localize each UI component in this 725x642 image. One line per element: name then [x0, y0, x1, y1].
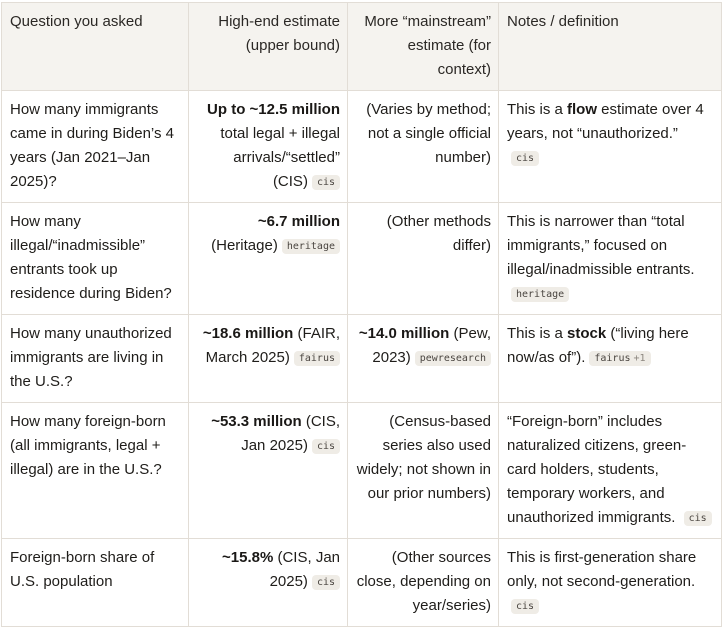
high-end-detail: (CIS, Jan 2025): [269, 549, 340, 590]
high-end-cell: [189, 203, 348, 315]
header-row: [2, 3, 722, 91]
estimates-table: [1, 2, 722, 627]
source-chip[interactable]: pewresearch: [415, 351, 491, 366]
question-cell: [2, 91, 189, 203]
source-chip[interactable]: cis: [511, 599, 539, 614]
mainstream-cell: [348, 315, 499, 403]
mainstream-detail: (Other sources close, depending on year/series): [356, 549, 491, 614]
mainstream-detail: (Pew, 2023): [372, 325, 491, 366]
table-row: [2, 315, 722, 403]
mainstream-detail: (Other methods differ): [386, 213, 491, 254]
notes-cell: [499, 91, 722, 203]
question-cell: [2, 539, 189, 627]
note-text-continued: estimate over 4 years, not “unauthorized.”: [507, 101, 704, 142]
note-text: “Foreign-born” includes naturalized citizens, green-card holders, students, temporary workers, and unauthorized immigrants.: [507, 413, 687, 526]
high-end-detail: (FAIR, March 2025): [205, 325, 340, 366]
mainstream-cell: [348, 403, 499, 539]
table-row: [2, 91, 722, 203]
table-row: [2, 539, 722, 627]
question-text: How many illegal/“inadmissible” entrants took up residence during Biden?: [10, 213, 172, 302]
mainstream-cell: [348, 539, 499, 627]
note-text: This is narrower than “total immigrants,” focused on illegal/inadmissible entrants.: [507, 213, 695, 278]
question-text: How many unauthorized immigrants are living in the U.S.?: [10, 325, 172, 390]
source-chip[interactable]: [589, 351, 650, 366]
source-chip[interactable]: cis: [684, 511, 712, 526]
high-end-cell: [189, 91, 348, 203]
source-chip-more-count: +1: [633, 353, 646, 364]
high-end-cell: [189, 315, 348, 403]
question-text: Foreign-born share of U.S. population: [10, 549, 155, 590]
mainstream-detail: (Census-based series also used widely; not shown in our prior numbers): [356, 413, 491, 502]
high-end-value: ~6.7 million: [257, 213, 340, 230]
source-chip[interactable]: cis: [312, 175, 340, 190]
notes-cell: [499, 539, 722, 627]
notes-cell: [499, 403, 722, 539]
high-end-cell: [189, 539, 348, 627]
high-end-value: ~15.8%: [222, 549, 274, 566]
note-text: This is a: [507, 325, 568, 342]
mainstream-cell: [348, 203, 499, 315]
note-text-continued: (“living here now/as of”).: [507, 325, 689, 366]
source-chip[interactable]: cis: [312, 575, 340, 590]
mainstream-value: ~14.0 million: [358, 325, 450, 342]
column-header-high-end: High-end estimate (upper bound): [189, 3, 348, 91]
mainstream-detail: (Varies by method; not a single official number): [366, 101, 491, 166]
source-chip[interactable]: heritage: [511, 287, 569, 302]
note-text: This is a: [507, 101, 568, 118]
high-end-value: Up to ~12.5 million: [207, 101, 340, 118]
high-end-detail: (Heritage): [211, 237, 278, 254]
mainstream-cell: [348, 91, 499, 203]
question-text: How many foreign-born (all immigrants, legal + illegal) are in the U.S.?: [10, 413, 166, 478]
question-cell: [2, 203, 189, 315]
source-chip[interactable]: cis: [312, 439, 340, 454]
source-chip[interactable]: cis: [511, 151, 539, 166]
high-end-value: ~53.3 million: [211, 413, 302, 430]
high-end-detail: total legal + illegal arrivals/“settled” (CIS): [220, 125, 340, 190]
column-header-notes: Notes / definition: [499, 3, 722, 91]
column-header-question: Question you asked: [2, 3, 189, 91]
question-text: How many immigrants came in during Biden’s 4 years (Jan 2021–Jan 2025)?: [10, 101, 174, 190]
table-row: [2, 203, 722, 315]
source-chip[interactable]: fairus: [294, 351, 340, 366]
note-text: This is first-generation share only, not second-generation.: [507, 549, 697, 590]
high-end-detail: (CIS, Jan 2025): [241, 413, 340, 454]
table-row: [2, 403, 722, 539]
source-chip-label: fairus: [594, 353, 631, 364]
column-header-mainstream: More “mainstream” estimate (for context): [348, 3, 499, 91]
question-cell: [2, 315, 189, 403]
notes-cell: [499, 203, 722, 315]
notes-cell: [499, 315, 722, 403]
high-end-cell: [189, 403, 348, 539]
high-end-value: ~18.6 million: [202, 325, 294, 342]
note-emphasis: flow: [567, 101, 598, 118]
note-emphasis: stock: [567, 325, 607, 342]
source-chip[interactable]: heritage: [282, 239, 340, 254]
question-cell: [2, 403, 189, 539]
